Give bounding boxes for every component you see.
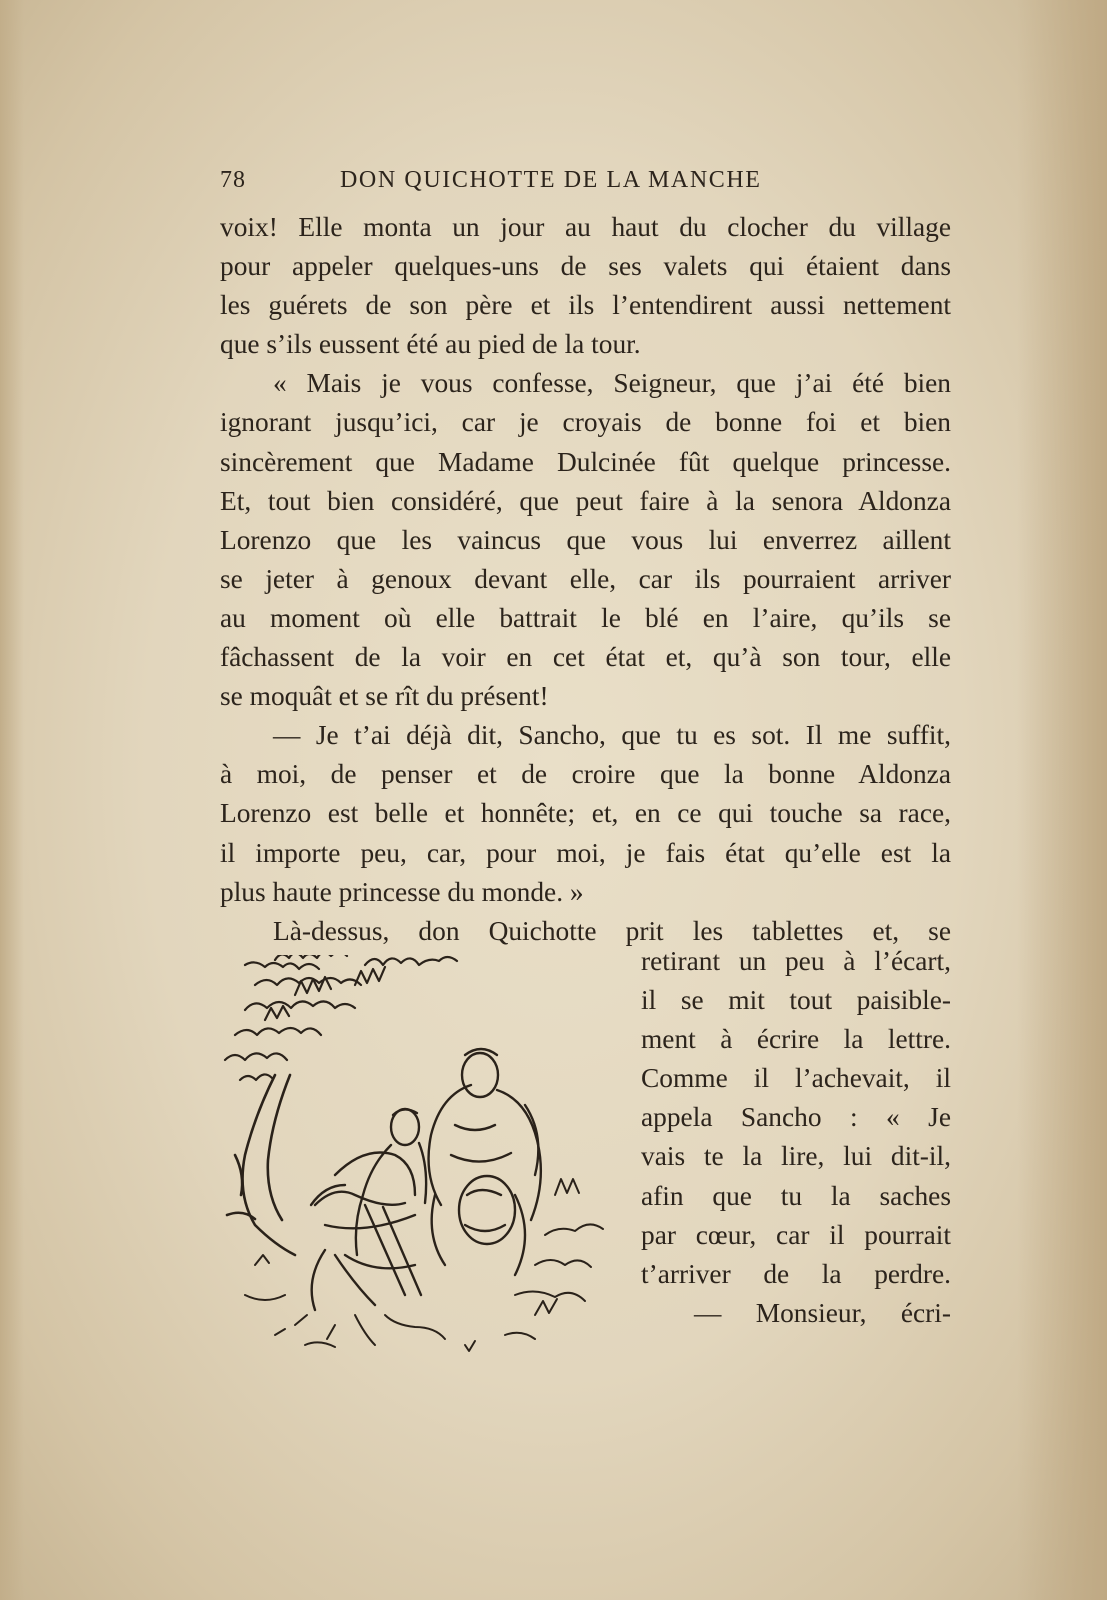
text-line: afin que tu la saches: [641, 1180, 951, 1211]
text-line: ignorant jusqu’ici, car je croyais de bonne foi et bien: [220, 407, 951, 438]
text-line: les guérets de son père et ils l’entendirent aussi nettement: [220, 290, 951, 321]
text-line: que s’ils eussent été au pied de la tour.: [220, 329, 641, 360]
crouching-figure: [429, 1049, 541, 1275]
text-line: se moquât et se rît du présent!: [220, 681, 549, 712]
sketch-illustration: [215, 955, 615, 1375]
text-line: — Monsieur, écri-: [694, 1297, 951, 1328]
text-line: Comme il l’achevait, il: [641, 1063, 951, 1094]
text-line: il importe peu, car, pour moi, je fais état qu’elle est la: [220, 837, 951, 868]
text-line: retirant un peu à l’écart,: [641, 946, 951, 976]
text-line: Là-dessus, don Quichotte prit les tablettes et, se: [273, 915, 951, 946]
text-line: — Je t’ai déjà dit, Sancho, que tu es sot. Il me suffit,: [273, 720, 951, 751]
text-line: au moment où elle battrait le blé en l’aire, qu’ils se: [220, 602, 951, 633]
side-text-column: [641, 942, 951, 1333]
page-number: 78: [220, 167, 246, 193]
text-line: se jeter à genoux devant elle, car ils pourraient arriver: [220, 563, 951, 594]
text-line: par cœur, car il pourrait: [641, 1219, 951, 1250]
text-line: pour appeler quelques-uns de ses valets qui étaient dans: [220, 251, 951, 282]
ground-grass: [245, 1179, 603, 1351]
tree-trunk: [227, 1075, 295, 1255]
text-line: t’arriver de la perdre.: [641, 1258, 951, 1289]
text-line: plus haute princesse du monde. »: [220, 876, 584, 907]
running-head: [220, 163, 820, 195]
main-text-column: [220, 208, 951, 951]
text-line: Et, tout bien considéré, que peut faire à la senora Aldonza: [220, 485, 951, 516]
text-line: voix! Elle monta un jour au haut du clocher du village: [220, 212, 951, 242]
text-line: vais te la lire, lui dit-il,: [641, 1141, 951, 1172]
running-title: DON QUICHOTTE DE LA MANCHE: [340, 167, 762, 193]
text-line: sincèrement que Madame Dulcinée fût quelque princesse.: [220, 446, 951, 477]
text-line: fâchassent de la voir en cet état et, qu’à son tour, elle: [220, 642, 951, 673]
text-line: appela Sancho : « Je: [641, 1102, 951, 1133]
text-line: Lorenzo que les vaincus que vous lui enverrez aillent: [220, 524, 951, 555]
text-line: Lorenzo est belle et honnête; et, en ce qui touche sa race,: [220, 798, 951, 829]
tree-foliage: [225, 955, 457, 1080]
text-line: à moi, de penser et de croire que la bonne Aldonza: [220, 759, 951, 790]
text-line: « Mais je vous confesse, Seigneur, que j’ai été bien: [273, 368, 951, 399]
seated-figure-writing: [311, 1109, 426, 1310]
text-line: ment à écrire la lettre.: [641, 1024, 951, 1055]
text-line: il se mit tout paisible-: [641, 985, 951, 1016]
